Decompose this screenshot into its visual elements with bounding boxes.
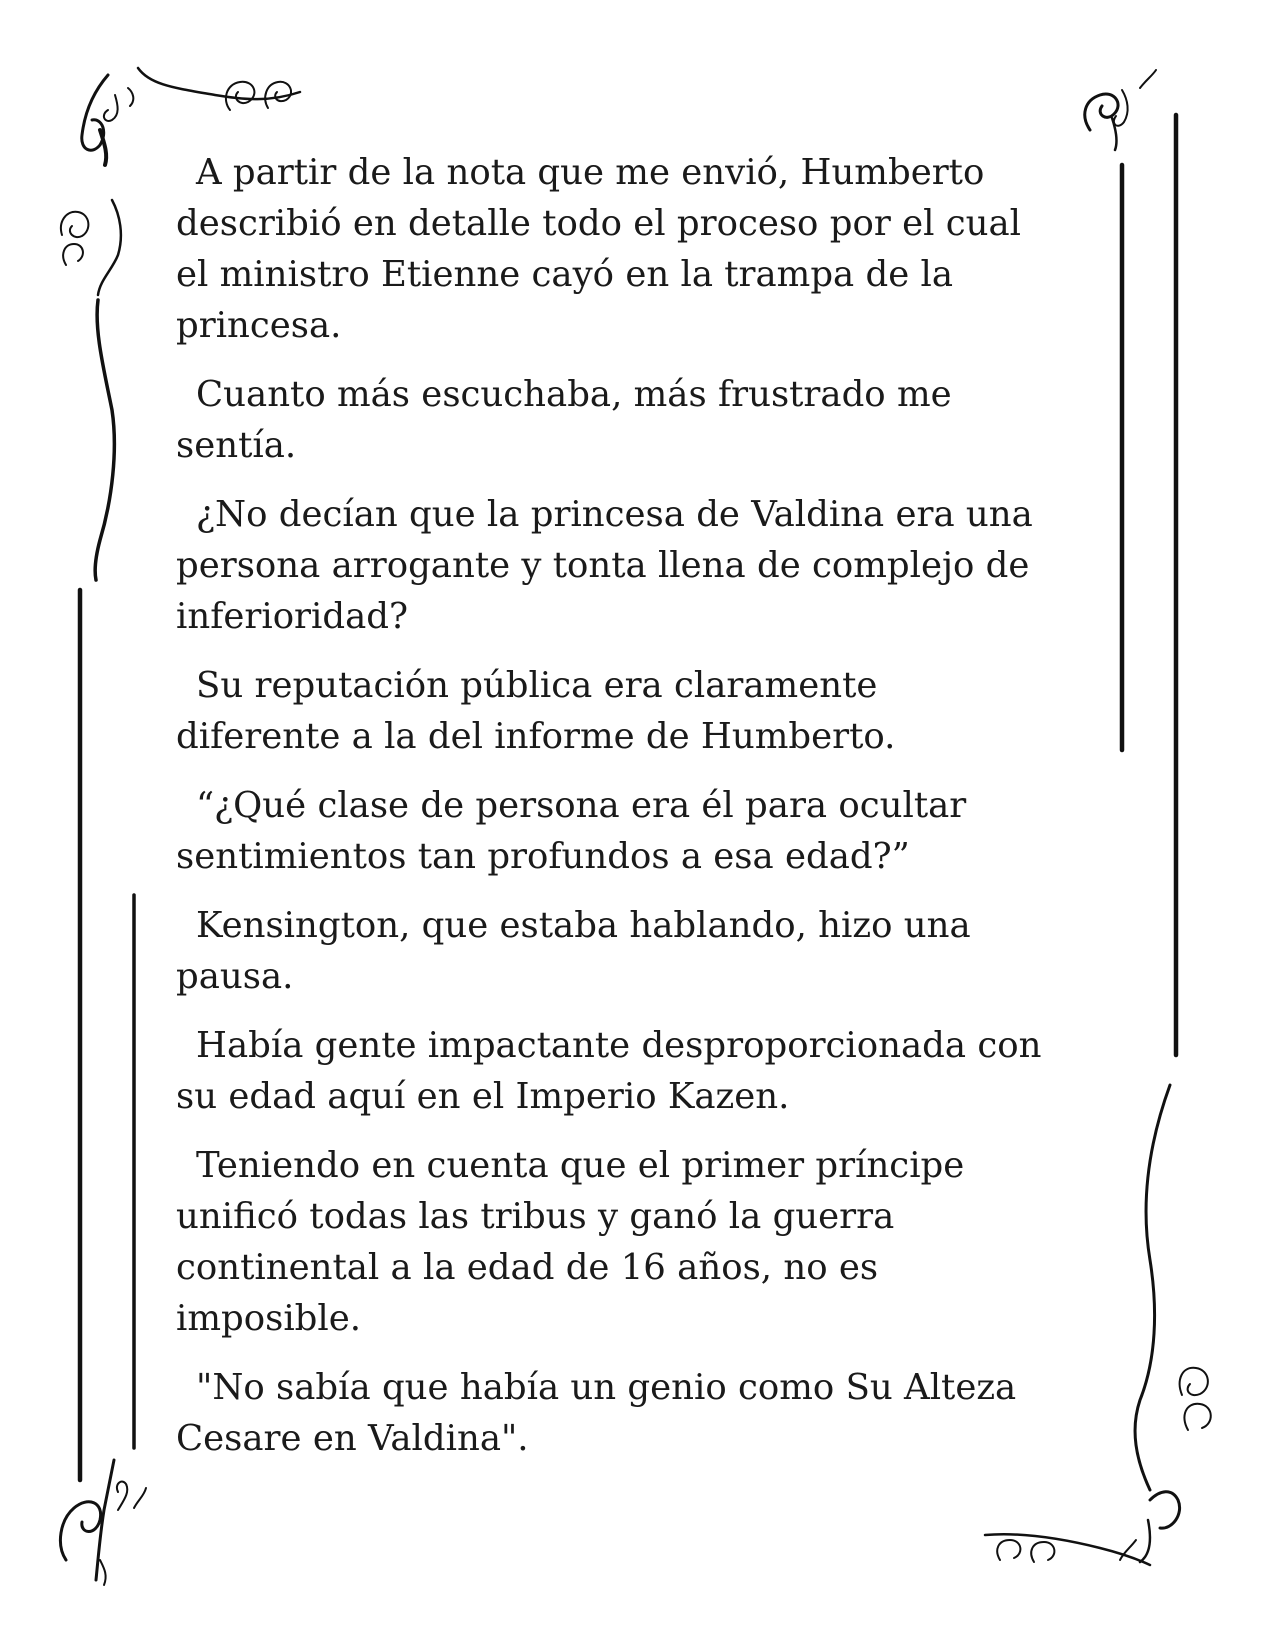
text-line: su edad aquí en el Imperio Kazen. bbox=[176, 1076, 790, 1117]
text-line: persona arrogante y tonta llena de complejo de bbox=[176, 545, 1030, 586]
text-line: unificó todas las tribus y ganó la guerra bbox=[176, 1196, 895, 1237]
text-line: princesa. bbox=[176, 305, 342, 346]
text-line: inferioridad? bbox=[176, 596, 409, 637]
flourish-top-right-icon bbox=[1085, 70, 1156, 150]
text-line: describió en detalle todo el proceso por el cual bbox=[176, 203, 1021, 244]
text-line: Su reputación pública era claramente bbox=[196, 665, 878, 706]
text-line: A partir de la nota que me envió, Humberto bbox=[196, 152, 985, 193]
paragraph bbox=[176, 1140, 1106, 1344]
paragraph bbox=[176, 780, 1106, 882]
text-line: "No sabía que había un genio como Su Alteza bbox=[196, 1367, 1017, 1408]
paragraph bbox=[176, 489, 1106, 642]
paragraph bbox=[176, 1020, 1106, 1122]
text-line: imposible. bbox=[176, 1298, 362, 1339]
text-line: Cuanto más escuchaba, más frustrado me bbox=[196, 374, 952, 415]
text-line: continental a la edad de 16 años, no es bbox=[176, 1247, 879, 1288]
text-line: pausa. bbox=[176, 956, 294, 997]
text-line: Kensington, que estaba hablando, hizo una bbox=[196, 905, 971, 946]
paragraph bbox=[176, 660, 1106, 762]
text-line: Teniendo en cuenta que el primer príncipe bbox=[196, 1145, 965, 1186]
paragraph bbox=[176, 1362, 1106, 1464]
text-line: sentimientos tan profundos a esa edad?” bbox=[176, 836, 910, 877]
text-line: Había gente impactante desproporcionada con bbox=[196, 1025, 1042, 1066]
text-line: “¿Qué clase de persona era él para ocultar bbox=[196, 785, 967, 826]
paragraph bbox=[176, 900, 1106, 1002]
text-line: sentía. bbox=[176, 425, 297, 466]
paragraph bbox=[176, 147, 1106, 351]
text-line: diferente a la del informe de Humberto. bbox=[176, 716, 896, 757]
text-line: ¿No decían que la princesa de Valdina era una bbox=[196, 494, 1033, 535]
text-line: el ministro Etienne cayó en la trampa de la bbox=[176, 254, 954, 295]
body-text bbox=[176, 147, 1106, 1482]
flourish-bottom-left-icon bbox=[60, 1460, 146, 1585]
paragraph bbox=[176, 369, 1106, 471]
text-line: Cesare en Valdina". bbox=[176, 1418, 529, 1459]
